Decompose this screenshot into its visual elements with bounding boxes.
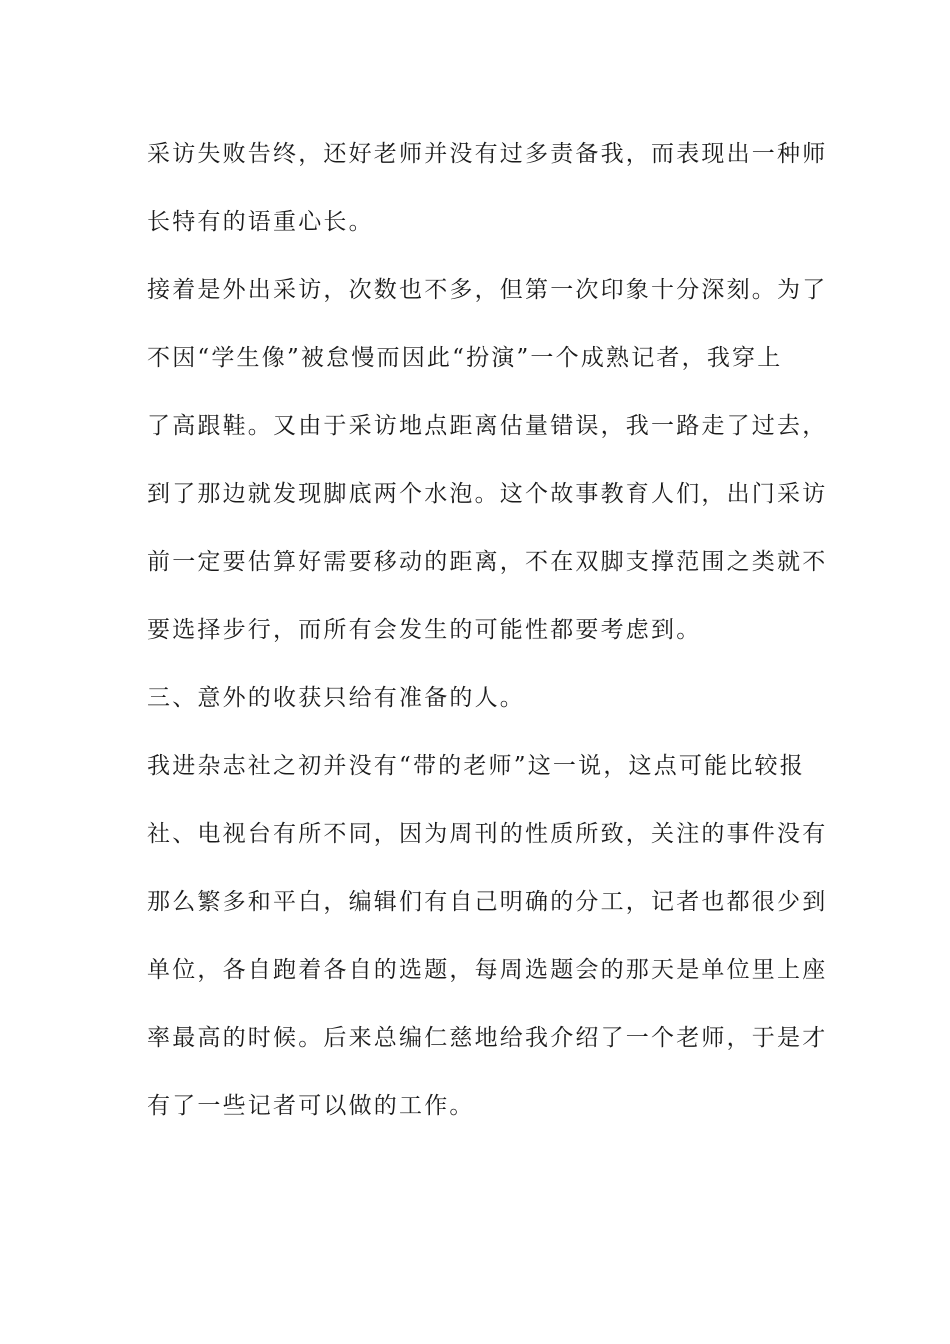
text-line: 不因“学生像”被怠慢而因此“扮演”一个成熟记者，我穿上 <box>147 345 783 371</box>
text-line: 社、电视台有所不同，因为周刊的性质所致，关注的事件没有 <box>147 821 828 847</box>
text-line: 单位，各自跑着各自的选题，每周选题会的那天是单位里上座 <box>147 957 828 983</box>
text-line: 率最高的时候。后来总编仁慈地给我介绍了一个老师，于是才 <box>147 1025 828 1051</box>
text-line: 了高跟鞋。又由于采访地点距离估量错误，我一路走了过去， <box>147 413 828 439</box>
text-line: 到了那边就发现脚底两个水泡。这个故事教育人们，出门采访 <box>147 481 828 507</box>
text-line: 要选择步行，而所有会发生的可能性都要考虑到。 <box>147 617 702 643</box>
text-line: 有了一些记者可以做的工作。 <box>147 1093 475 1119</box>
section-heading: 三、意外的收获只给有准备的人。 <box>147 685 525 711</box>
body-text <box>147 126 828 1146</box>
text-line: 那么繁多和平白，编辑们有自己明确的分工，记者也都很少到 <box>147 889 828 915</box>
text-line: 我进杂志社之初并没有“带的老师”这一说，这点可能比较报 <box>147 753 805 779</box>
text-line: 采访失败告终，还好老师并没有过多责备我，而表现出一种师 <box>147 141 828 167</box>
text-line: 长特有的语重心长。 <box>147 209 374 235</box>
text-line: 接着是外出采访，次数也不多，但第一次印象十分深刻。为了 <box>147 277 828 303</box>
text-line: 前一定要估算好需要移动的距离，不在双脚支撑范围之类就不 <box>147 549 828 575</box>
